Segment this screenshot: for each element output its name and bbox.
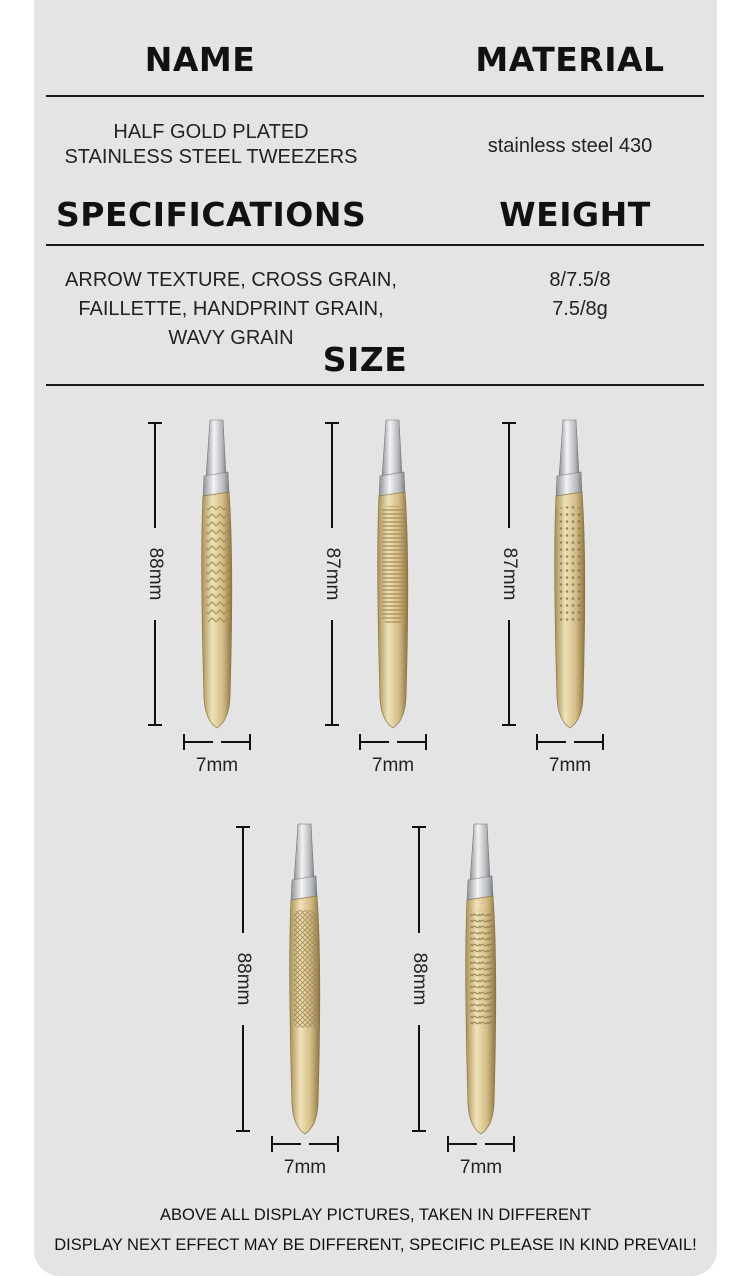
width-dimension-5 — [448, 1136, 514, 1178]
tweezer-3 — [555, 420, 585, 728]
diamond-grain-grip — [294, 910, 316, 1028]
weight-line-1: 8/7.5/8 — [549, 269, 611, 291]
length-label: 87mm — [321, 547, 343, 601]
spec-line-1: ARROW TEXTURE, CROSS GRAIN, — [65, 269, 397, 291]
length-dimension-4 — [233, 827, 254, 1131]
width-dimension-2 — [360, 734, 426, 776]
length-dimension-5 — [409, 827, 430, 1131]
name-line-2: STAINLESS STEEL TWEEZERS — [64, 146, 358, 168]
width-label: 7mm — [459, 1157, 503, 1178]
length-dimension-1 — [145, 423, 166, 725]
width-label: 7mm — [371, 755, 415, 776]
length-label: 88mm — [232, 952, 254, 1006]
tweezer-2 — [378, 420, 408, 728]
length-dimension-3 — [499, 423, 520, 725]
tweezer-1 — [202, 420, 232, 728]
arrow-texture-grip — [206, 506, 228, 623]
weight-header: WEIGHT — [499, 195, 651, 234]
material-value: stainless steel 430 — [487, 135, 653, 157]
weight-line-2: 7.5/8g — [552, 298, 608, 320]
footer-note-1: ABOVE ALL DISPLAY PICTURES, TAKEN IN DIFFERENT — [160, 1206, 591, 1224]
cross-grain-grip — [382, 506, 404, 623]
steel-tip — [382, 420, 402, 478]
steel-tip — [206, 420, 226, 478]
width-dimension-1 — [184, 734, 250, 776]
spec-line-3: WAVY GRAIN — [168, 327, 294, 349]
tweezer-4 — [290, 824, 320, 1134]
size-header: SIZE — [322, 340, 408, 379]
steel-tip — [294, 824, 314, 882]
length-dimension-2 — [322, 423, 343, 725]
length-label: 88mm — [408, 952, 430, 1006]
steel-tip — [470, 824, 490, 882]
width-label: 7mm — [195, 755, 239, 776]
dot-grain-grip — [559, 506, 581, 623]
material-header: MATERIAL — [475, 40, 665, 79]
width-dimension-3 — [537, 734, 603, 776]
width-label: 7mm — [548, 755, 592, 776]
tweezer-5 — [466, 824, 496, 1134]
name-line-1: HALF GOLD PLATED — [113, 121, 309, 143]
length-label: 88mm — [144, 547, 166, 601]
width-dimension-4 — [272, 1136, 338, 1178]
name-header: NAME — [144, 40, 256, 79]
wavy-grain-grip — [470, 910, 492, 1028]
length-label: 87mm — [498, 547, 520, 601]
specifications-header: SPECIFICATIONS — [56, 195, 367, 234]
steel-tip — [559, 420, 579, 478]
footer-note-2: DISPLAY NEXT EFFECT MAY BE DIFFERENT, SPECIFIC PLEASE IN KIND PREVAIL! — [54, 1236, 697, 1254]
spec-line-2: FAILLETTE, HANDPRINT GRAIN, — [78, 298, 384, 320]
width-label: 7mm — [283, 1157, 327, 1178]
